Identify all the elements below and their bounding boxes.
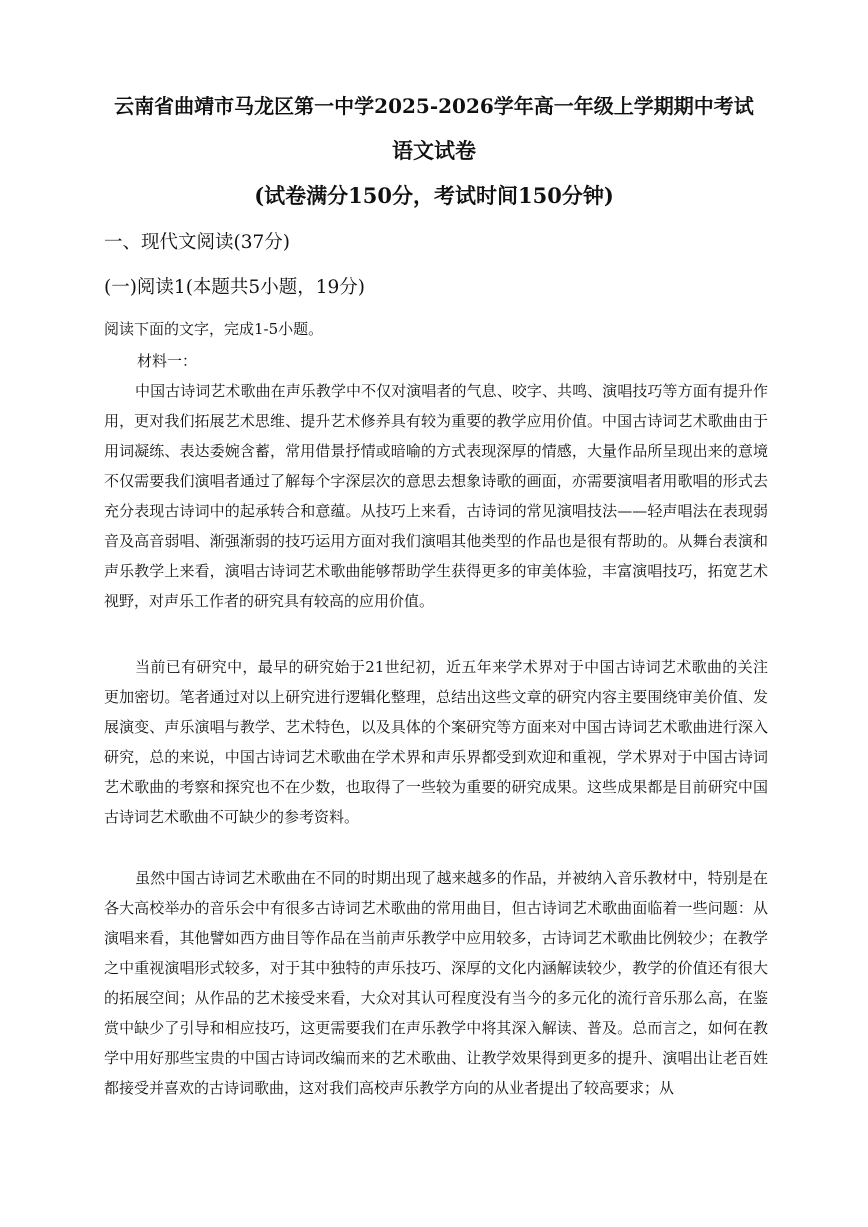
exam-title: 云南省曲靖市马龙区第一中学2025-2026学年高一年级上学期期中考试 <box>114 94 754 118</box>
paragraph: 中国古诗词艺术歌曲在声乐教学中不仅对演唱者的气息、咬字、共鸣、演唱技巧等方面有提升作用，更对我们拓展艺术思维、提升艺术修养具有较为重要的教学应用价值。中国古诗词艺术歌曲由于用词凝练、表达委婉含蓄，常用借景抒情或暗喻的方式表现深厚的情感，大量作品所呈现出来的意境不仅需要我们演唱者通过了解每个字深层次的意思去想象诗歌的画面，亦需要演唱者用歌唱的形式去充分表现古诗词中的起承转合和意蕴。从技巧上来看，古诗词的常见演唱技法——轻声唱法在表现弱音及高音弱唱、渐强渐弱的技巧运用方面对我们演唱其他类型的作品也是很有帮助的。从舞台表演和声乐教学上来看，演唱古诗词艺术歌曲能够帮助学生获得更多的审美体验，丰富演唱技巧，拓宽艺术视野，对声乐工作者的研究具有较高的应用价值。 <box>104 382 768 610</box>
reading-instruction: 阅读下面的文字，完成1-5小题。 <box>104 320 324 338</box>
exam-subject: 语文试卷 <box>392 138 476 163</box>
section-heading: 一、现代文阅读(37分) <box>104 232 290 253</box>
paragraph: 当前已有研究中，最早的研究始于21世纪初，近五年来学术界对于中国古诗词艺术歌曲的关注更加密切。笔者通过对以上研究进行逻辑化整理，总结出这些文章的研究内容主要围绕审美价值、发展演变、声乐演唱与教学、艺术特色，以及具体的个案研究等方面来对中国古诗词艺术歌曲进行深入研究，总的来说，中国古诗词艺术歌曲在学术界和声乐界都受到欢迎和重视，学术界对于中国古诗词艺术歌曲的考察和探究也不在少数，也取得了一些较为重要的研究成果。这些成果都是目前研究中国古诗词艺术歌曲不可缺少的参考资料。 <box>104 658 768 826</box>
subsection-heading: (一)阅读1(本题共5小题，19分) <box>104 277 365 298</box>
paragraph: 虽然中国古诗词艺术歌曲在不同的时期出现了越来越多的作品，并被纳入音乐教材中，特别是在各大高校举办的音乐会中有很多古诗词艺术歌曲的常用曲目，但古诗词艺术歌曲面临着一些问题：从演唱来看，其他譬如西方曲目等作品在当前声乐教学中应用较多，古诗词艺术歌曲比例较少；在教学之中重视演唱形式较多，对于其中独特的声乐技巧、深厚的文化内涵解读较少，教学的价值还有很大的拓展空间；从作品的艺术接受来看，大众对其认可程度没有当今的多元化的流行音乐那么高，在鉴赏中缺少了引导和相应技巧，这更需要我们在声乐教学中将其深入解读、普及。总而言之，如何在教学中用好那些宝贵的中国古诗词改编而来的艺术歌曲、让教学效果得到更多的提升、演唱出让老百姓都接受并喜欢的古诗词歌曲，这对我们高校声乐教学方向的从业者提出了较高要求；从 <box>104 869 768 1097</box>
exam-score-time: (试卷满分150分，考试时间150分钟) <box>254 183 614 208</box>
material-label: 材料一： <box>137 352 198 370</box>
